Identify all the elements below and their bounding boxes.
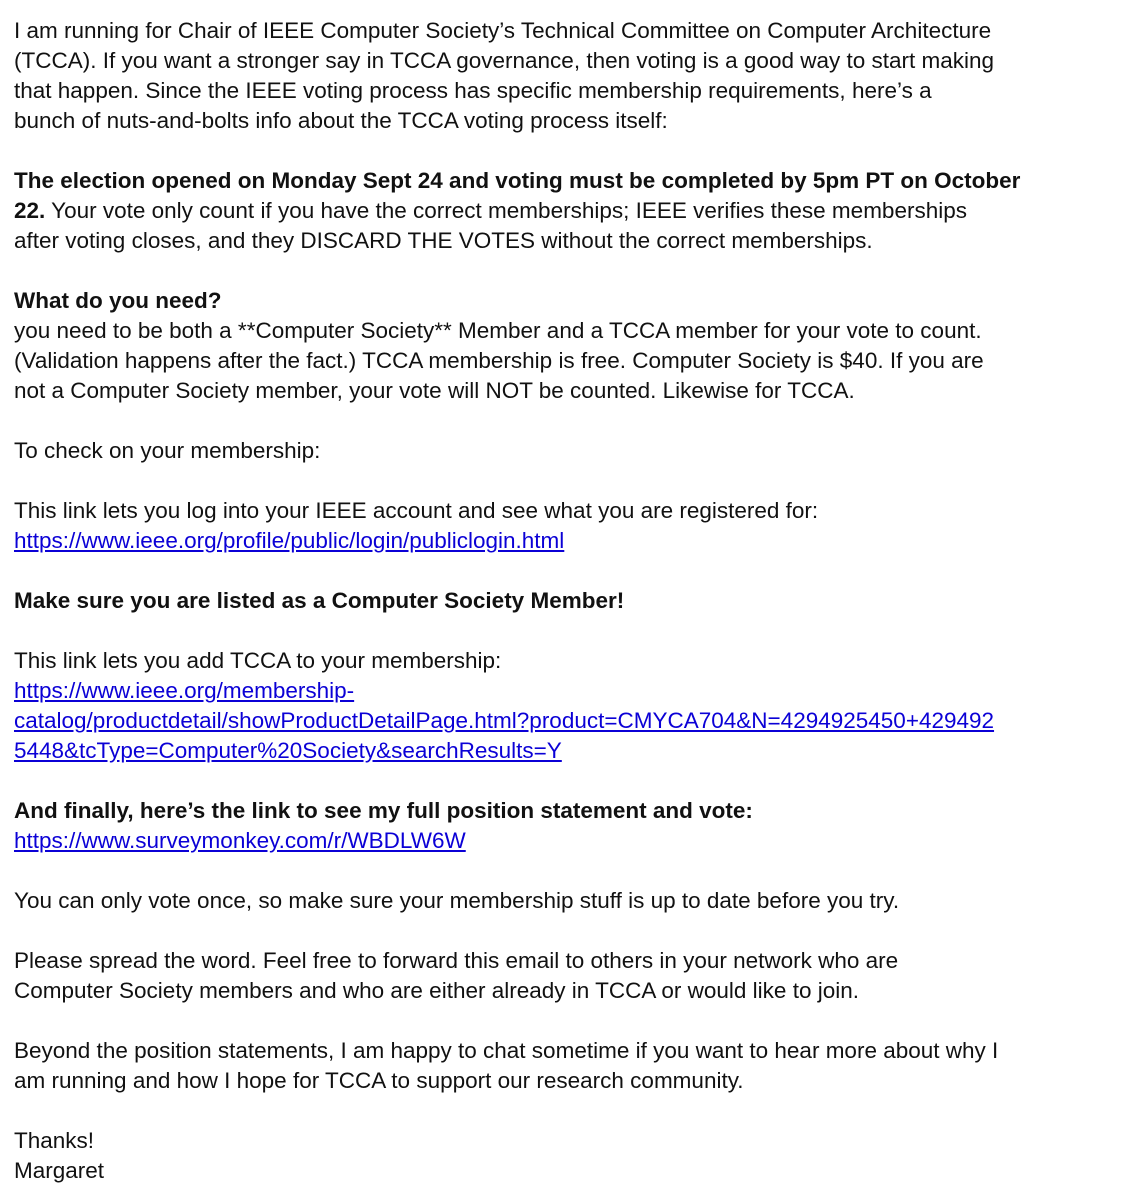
election-bold-date: 22.	[14, 198, 46, 223]
login-text: This link lets you log into your IEEE account and see what you are registered for:	[14, 498, 819, 523]
once-paragraph	[14, 886, 1131, 916]
add-tcca-paragraph	[14, 646, 1131, 766]
login-link[interactable]: https://www.ieee.org/profile/public/login/publiclogin.html	[14, 528, 565, 553]
election-text: Your vote only count if you have the correct memberships; IEEE verifies these memberships	[45, 198, 967, 223]
login-paragraph	[14, 496, 1131, 556]
election-line	[14, 196, 1131, 226]
add-tcca-link[interactable]: https://www.ieee.org/membership-	[14, 678, 355, 703]
need-paragraph	[14, 286, 1131, 406]
listed-paragraph	[14, 586, 1131, 616]
beyond-paragraph	[14, 1036, 1131, 1096]
once-text: You can only vote once, so make sure your membership stuff is up to date before you try.	[14, 888, 900, 913]
add-tcca-link[interactable]: catalog/productdetail/showProductDetailPage.html?product=CMYCA704&N=4294925450+429492	[14, 708, 995, 733]
election-bold-line: The election opened on Monday Sept 24 and voting must be completed by 5pm PT on October	[14, 168, 1021, 193]
spread-line: Please spread the word. Feel free to forward this email to others in your network who are	[14, 948, 899, 973]
finally-text: And finally, here’s the link to see my full position statement and vote:	[14, 798, 753, 823]
intro-line: bunch of nuts-and-bolts info about the TCCA voting process itself:	[14, 108, 668, 133]
signoff-thanks: Thanks!	[14, 1128, 95, 1153]
add-tcca-text: This link lets you add TCCA to your membership:	[14, 648, 502, 673]
intro-line: (TCCA). If you want a stronger say in TCCA governance, then voting is a good way to start making	[14, 48, 995, 73]
need-line: (Validation happens after the fact.) TCCA membership is free. Computer Society is $40. If you are	[14, 348, 984, 373]
check-text: To check on your membership:	[14, 438, 321, 463]
election-line: after voting closes, and they DISCARD THE VOTES without the correct memberships.	[14, 228, 873, 253]
spread-paragraph	[14, 946, 1131, 1006]
intro-line: I am running for Chair of IEEE Computer Society’s Technical Committee on Computer Architecture	[14, 18, 992, 43]
finally-paragraph	[14, 796, 1131, 856]
signoff	[14, 1126, 1131, 1186]
beyond-line: am running and how I hope for TCCA to support our research community.	[14, 1068, 744, 1093]
need-line: not a Computer Society member, your vote will NOT be counted. Likewise for TCCA.	[14, 378, 855, 403]
intro-line: that happen. Since the IEEE voting process has specific membership requirements, here’s a	[14, 78, 932, 103]
need-heading: What do you need?	[14, 288, 222, 313]
beyond-line: Beyond the position statements, I am happy to chat sometime if you want to hear more about why I	[14, 1038, 999, 1063]
intro-paragraph	[14, 16, 1131, 136]
election-paragraph	[14, 166, 1131, 256]
check-paragraph	[14, 436, 1131, 466]
add-tcca-link[interactable]: 5448&tcType=Computer%20Society&searchResults=Y	[14, 738, 562, 763]
need-line: you need to be both a **Computer Society** Member and a TCCA member for your vote to count.	[14, 318, 982, 343]
survey-link[interactable]: https://www.surveymonkey.com/r/WBDLW6W	[14, 828, 466, 853]
signoff-name: Margaret	[14, 1158, 105, 1183]
spread-line: Computer Society members and who are either already in TCCA or would like to join.	[14, 978, 859, 1003]
listed-text: Make sure you are listed as a Computer Society Member!	[14, 588, 625, 613]
